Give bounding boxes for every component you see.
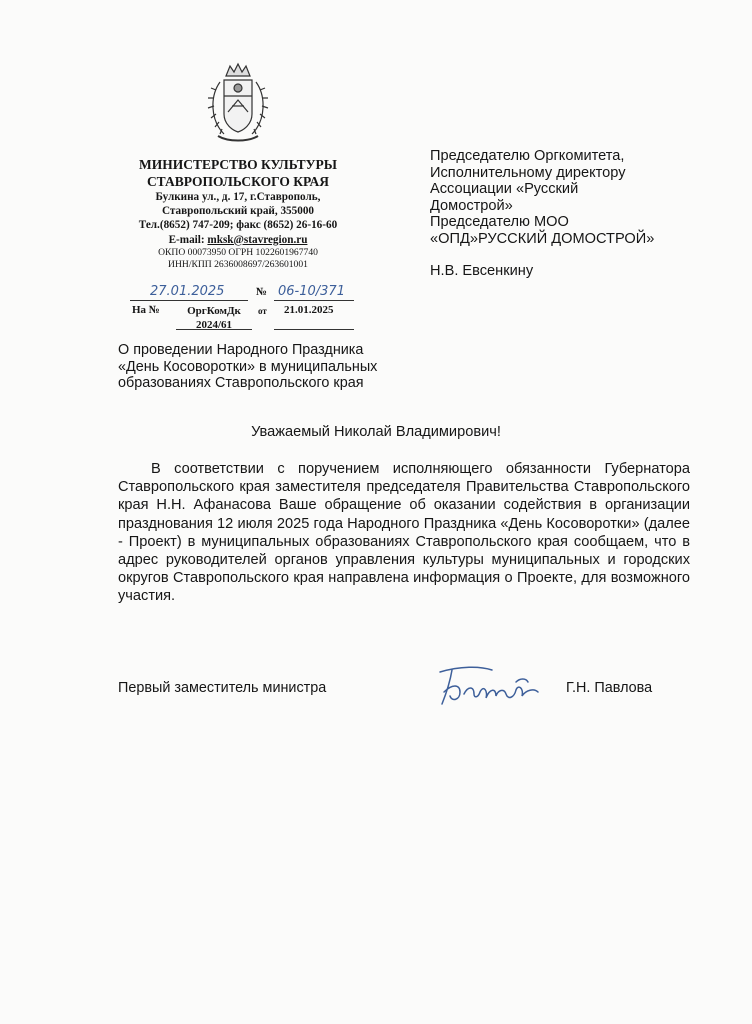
signer-name: Г.Н. Павлова <box>566 680 653 696</box>
ministry-name-line1: МИНИСТЕРСТВО КУЛЬТУРЫ <box>138 157 338 172</box>
addressee-block <box>430 148 720 280</box>
addressee-line: Председателю МОО <box>430 214 569 230</box>
subject-line: образованиях Ставропольского края <box>118 375 364 391</box>
reply-number-line2: 2024/61 <box>195 319 233 331</box>
from-label: от <box>258 306 267 316</box>
reply-number-underline <box>176 329 252 330</box>
stavropol-coat-of-arms-emblem <box>206 62 270 144</box>
addressee-line: Председателю Оргкомитета, <box>430 148 625 164</box>
number-underline <box>274 300 354 301</box>
reply-number-line1: ОргКомДк <box>187 305 241 317</box>
addressee-name: Н.В. Евсенкину <box>430 263 534 279</box>
handwritten-number: 06-10/371 <box>278 284 345 299</box>
subject-line: «День Косоворотки» в муниципальных <box>118 358 378 375</box>
addressee-line: «ОПД»РУССКИЙ ДОМОСТРОЙ» <box>430 230 655 247</box>
email-label: E-mail: <box>168 233 208 246</box>
handwritten-date: 27.01.2025 <box>150 284 225 299</box>
subject-line: О проведении Народного Праздника <box>118 342 364 358</box>
number-label: № <box>256 286 268 298</box>
reply-date: 21.01.2025 <box>284 304 334 316</box>
ministry-name-line2: СТАВРОПОЛЬСКОГО КРАЯ <box>146 174 330 189</box>
ministry-codes-line2: ИНН/КПП 2636008697/263601001 <box>168 259 308 271</box>
addressee-line: Исполнительному директору <box>430 164 626 181</box>
greeting: Уважаемый Николай Владимирович! <box>251 424 501 440</box>
ministry-email-line <box>100 233 376 247</box>
email-link[interactable]: mksk@stavregion.ru <box>207 233 308 246</box>
addressee-line: Домострой» <box>430 197 513 214</box>
ministry-phone: Тел.(8652) 747-209; факс (8652) 26-16-60 <box>138 219 338 232</box>
ministry-address-line1: Булкина ул., д. 17, г.Ставрополь, <box>155 191 321 203</box>
signer-position: Первый заместитель министра <box>118 680 327 696</box>
date-underline <box>130 300 248 301</box>
reply-number <box>178 304 250 332</box>
reply-label: На № <box>132 304 160 316</box>
ministry-address-line2: Ставропольский край, 355000 <box>161 205 315 218</box>
letter-body: В соответствии с поручением исполняющего обязанности Губернатора Ставропольского края заместителя председателя Правительства Ставропольского края Н.Н. Афанасова Ваше обращение об оказании содействия в организации празднования 12 июля 2025 года Народного Праздника «День Косоворотки» (далее - Проект) в муниципальных образованиях Ставропольского края сообщаем, что в адрес руководителей органов управления культуры муниципальных и городских округов Ставропольского края направлена информация о Проекте, для возможного участия. <box>118 461 690 605</box>
ministry-codes-line1: ОКПО 00073950 ОГРН 1022601967740 <box>158 246 318 258</box>
handwritten-signature <box>430 662 550 710</box>
addressee-line: Ассоциации «Русский <box>430 181 579 197</box>
ministry-letterhead <box>100 156 376 272</box>
reply-date-underline <box>274 329 354 330</box>
subject-block <box>118 342 418 392</box>
